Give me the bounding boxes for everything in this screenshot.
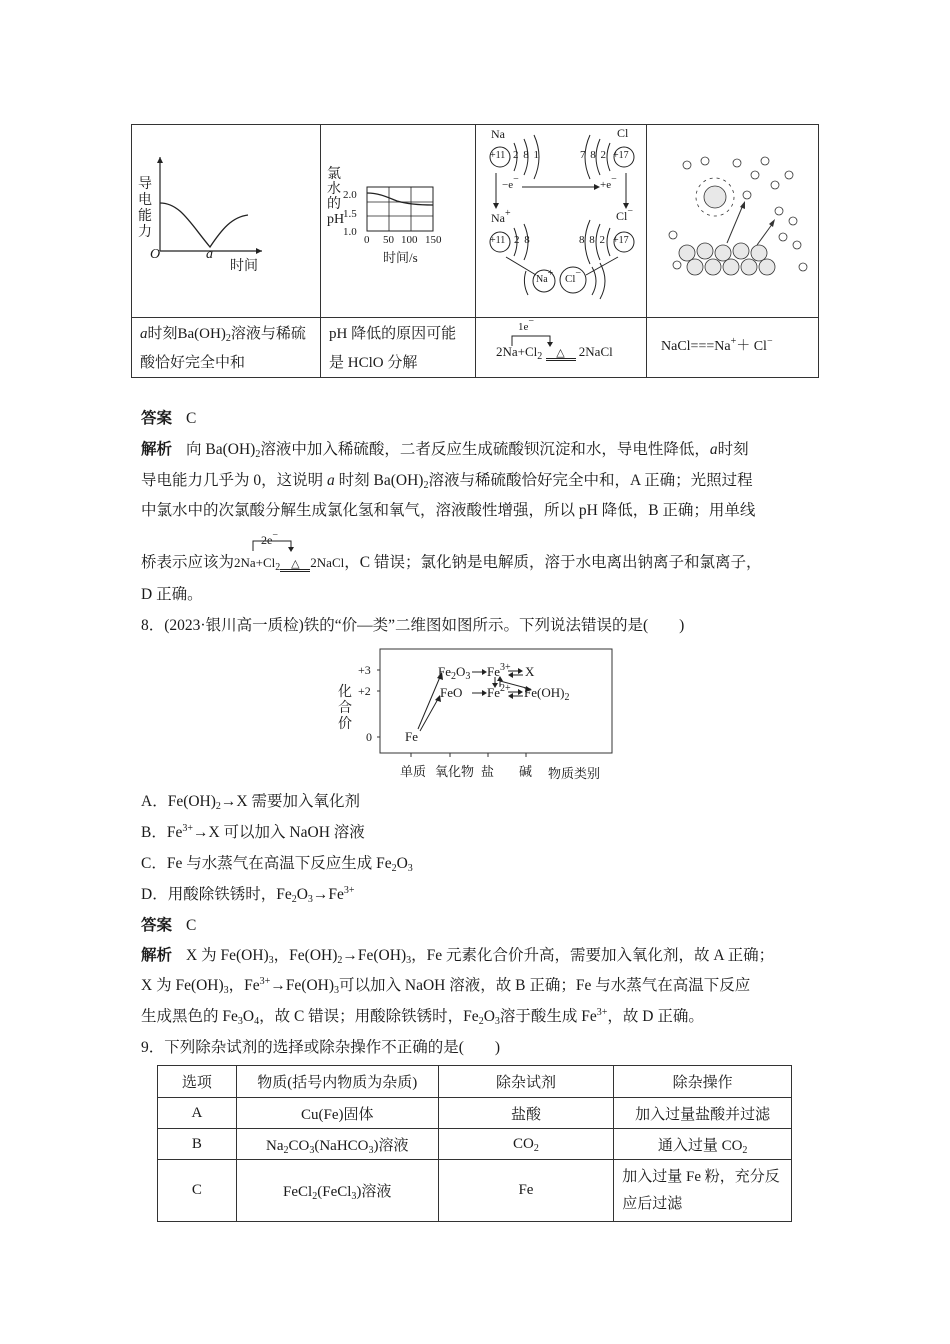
q8-option-c: C．Fe 与水蒸气在高温下反应生成 $Fe_2O_3$ bbox=[141, 855, 413, 874]
q8-option-a: A．$Fe(OH)_2\to X$ 需要加入氧化剂 bbox=[141, 793, 360, 812]
node-fe3-ion: $Fe^{3+}$ bbox=[487, 662, 511, 679]
caption-ph: pH 降低的原因可能是 HClO 分解 bbox=[321, 318, 476, 378]
bridge-equation: $2Na+Cl_2$ △ 2NaCl bbox=[496, 344, 613, 362]
panel-conductivity bbox=[132, 125, 321, 318]
cl-ion-in-crystal: Cl− bbox=[565, 268, 582, 285]
header-substance: 物质(括号内物质为杂质) bbox=[236, 1066, 438, 1098]
x-axis-label: 物质类别 bbox=[548, 766, 601, 781]
q8-analysis-line-3: 生成黑色的 $Fe_3O_4$，故 C 错误；用酸除铁锈时，$Fe_2O_3$溶于酸生成 $Fe^{3+}$，故 D 正确。 bbox=[141, 1007, 704, 1027]
q8-analysis-line-1: 解析 X 为 $Fe(OH)_3$，$Fe(OH)_2\to Fe(OH)_3$，Fe 元素化合价升高，需要加入氧化剂，故 A 正确； bbox=[141, 947, 775, 966]
ph-xlabel: 时间/s bbox=[383, 250, 418, 265]
na-atom-label: Na bbox=[491, 127, 505, 141]
conductivity-graph bbox=[132, 125, 321, 318]
row-substance: $Na_2CO_3(NaHCO_3)$溶液 bbox=[236, 1129, 438, 1160]
origin-label: O bbox=[150, 247, 161, 262]
node-feo: FeO bbox=[440, 685, 463, 700]
cl-nucleus: +17 bbox=[613, 150, 629, 161]
cl-shells: 7 8 2 bbox=[580, 149, 606, 161]
node-fe2o3: $Fe_2O_3$ bbox=[438, 664, 471, 682]
x-category-salt: 盐 bbox=[481, 764, 495, 779]
na-nucleus: +11 bbox=[490, 150, 506, 161]
table-header-row bbox=[158, 1066, 792, 1098]
node-x: X bbox=[525, 664, 535, 679]
q8-option-d: D．用酸除铁锈时，$Fe_2O_3\to Fe^{3+}$ bbox=[141, 885, 355, 905]
q8-answer: 答案 C bbox=[141, 917, 197, 934]
purification-table bbox=[157, 1065, 792, 1222]
q7-analysis-line-5: D 正确。 bbox=[141, 586, 203, 603]
q7-analysis-line-3: 中氯水中的次氯酸分解生成氯化氢和氧气，溶液酸性增强，所以 pH 降低，B 正确；用单线 bbox=[141, 502, 756, 519]
bridge-heat-sign: △ bbox=[546, 348, 576, 361]
cl-atom-label: Cl bbox=[617, 126, 629, 140]
figure-table bbox=[131, 124, 819, 378]
nacl-dissolution-diagram bbox=[647, 125, 819, 318]
header-option: 选项 bbox=[158, 1066, 237, 1098]
ph-xtick: 150 bbox=[425, 234, 442, 246]
row-operation: 加入过量 Fe 粉，充分反应后过滤 bbox=[614, 1160, 792, 1222]
node-fe2-ion: $Fe^{2+}$ bbox=[487, 683, 511, 700]
panel-electron-transfer bbox=[476, 125, 647, 318]
x-category-oxide: 氧化物 bbox=[435, 764, 475, 779]
y-tick-plus3: +3 bbox=[358, 663, 371, 677]
ph-ylabel: 氯水的pH bbox=[327, 167, 345, 227]
na-ion-in-crystal: Na+ bbox=[536, 268, 554, 285]
na-ion-shells: 2 8 bbox=[514, 234, 530, 246]
ph-xtick: 100 bbox=[401, 234, 418, 246]
q7-bridge-electron: 2e− bbox=[261, 530, 278, 547]
caption-ionization: NaCl===Na+＋ Cl− bbox=[661, 336, 773, 354]
caption-conductivity: a时刻$Ba(OH)_2$溶液与稀硫酸恰好完全中和 bbox=[132, 318, 321, 378]
row-reagent: Fe bbox=[438, 1160, 614, 1222]
ph-graph bbox=[321, 125, 476, 318]
node-fe: Fe bbox=[405, 729, 418, 744]
row-reagent: $CO_2$ bbox=[438, 1129, 614, 1160]
q9-stem: 9．下列除杂试剂的选择或除杂操作不正确的是( ) bbox=[141, 1039, 501, 1056]
node-feoh2: $Fe(OH)_2$ bbox=[524, 685, 570, 703]
ph-ytick: 1.0 bbox=[343, 226, 357, 238]
q8-option-b: B．$Fe^{3+}\to X$ 可以加入 NaOH 溶液 bbox=[141, 823, 365, 841]
panel-dissolution bbox=[647, 125, 819, 318]
table-row bbox=[158, 1129, 792, 1160]
q7-analysis-line-2: 导电能力几乎为 0，这说明 a 时刻 $Ba(OH)_2$溶液与稀硫酸恰好完全中和，A 正确；光照过程 bbox=[141, 472, 753, 491]
x-category-element: 单质 bbox=[400, 764, 427, 779]
q7-answer: 答案 C bbox=[141, 410, 197, 427]
row-option: A bbox=[158, 1098, 237, 1129]
row-substance: FeCl$_2$(FeCl$_3$)溶液 bbox=[236, 1160, 438, 1222]
na-ion-nucleus: +11 bbox=[490, 235, 506, 246]
table-row bbox=[158, 1098, 792, 1129]
q8-stem: 8．(2023·银川高一质检)铁的“价—类”二维图如图所示。下列说法错误的是( ) bbox=[141, 617, 685, 634]
gain-electron: +e− bbox=[600, 174, 617, 191]
cl-ion-nucleus: +17 bbox=[613, 235, 629, 246]
na-shells: 2 8 1 bbox=[513, 149, 539, 161]
x-category-base: 碱 bbox=[519, 764, 533, 779]
table-row bbox=[158, 1160, 792, 1222]
conductivity-xlabel: 时间 bbox=[230, 259, 258, 274]
panel-ph bbox=[321, 125, 476, 318]
row-option: B bbox=[158, 1129, 237, 1160]
ph-ytick: 1.5 bbox=[343, 208, 357, 220]
valence-axis-label: 化合价 bbox=[338, 685, 352, 732]
valence-class-chart bbox=[336, 645, 616, 781]
cl-ion-shells: 8 8 2 bbox=[579, 234, 605, 246]
iron-valence-class-diagram bbox=[336, 645, 616, 781]
row-substance: Cu(Fe)固体 bbox=[236, 1098, 438, 1129]
bridge-electron-label: 1e− bbox=[518, 316, 535, 333]
cl-ion-label: Cl− bbox=[616, 206, 633, 223]
na-ion-label: Na+ bbox=[491, 208, 511, 225]
header-reagent: 除杂试剂 bbox=[438, 1066, 614, 1098]
q7-analysis-line-4: 2e− 桥表示应该为$2Na+Cl_2$ △ 2NaCl，C 错误；氯化钠是电解质，溶于水电离出钠离子和氯离子， bbox=[141, 525, 821, 575]
row-operation: 加入过量盐酸并过滤 bbox=[614, 1098, 792, 1129]
caption-single-bridge bbox=[476, 318, 647, 378]
q7-bridge-heat-sign: △ bbox=[280, 559, 310, 572]
ph-xtick: 0 bbox=[364, 234, 370, 246]
lose-electron: −e− bbox=[502, 174, 519, 191]
row-option: C bbox=[158, 1160, 237, 1222]
point-a-label: a bbox=[206, 247, 213, 262]
row-reagent: 盐酸 bbox=[438, 1098, 614, 1129]
y-tick-plus2: +2 bbox=[358, 684, 371, 698]
q8-analysis-line-2: X 为 $Fe(OH)_3$，$Fe^{3+}\to Fe(OH)_3$可以加入 NaOH 溶液，故 B 正确；Fe 与水蒸气在高温下反应 bbox=[141, 976, 751, 996]
row-operation: 通入过量 $CO_2$ bbox=[614, 1129, 792, 1160]
y-tick-zero: 0 bbox=[366, 730, 372, 744]
ph-ytick: 2.0 bbox=[343, 189, 357, 201]
ph-xtick: 50 bbox=[383, 234, 394, 246]
q7-analysis-line-1: 解析 向 $Ba(OH)_2$溶液中加入稀硫酸，二者反应生成硫酸钡沉淀和水，导电性降低，a时刻 bbox=[141, 441, 749, 460]
conductivity-ylabel: 导电能力 bbox=[138, 177, 152, 240]
header-operation: 除杂操作 bbox=[614, 1066, 792, 1098]
